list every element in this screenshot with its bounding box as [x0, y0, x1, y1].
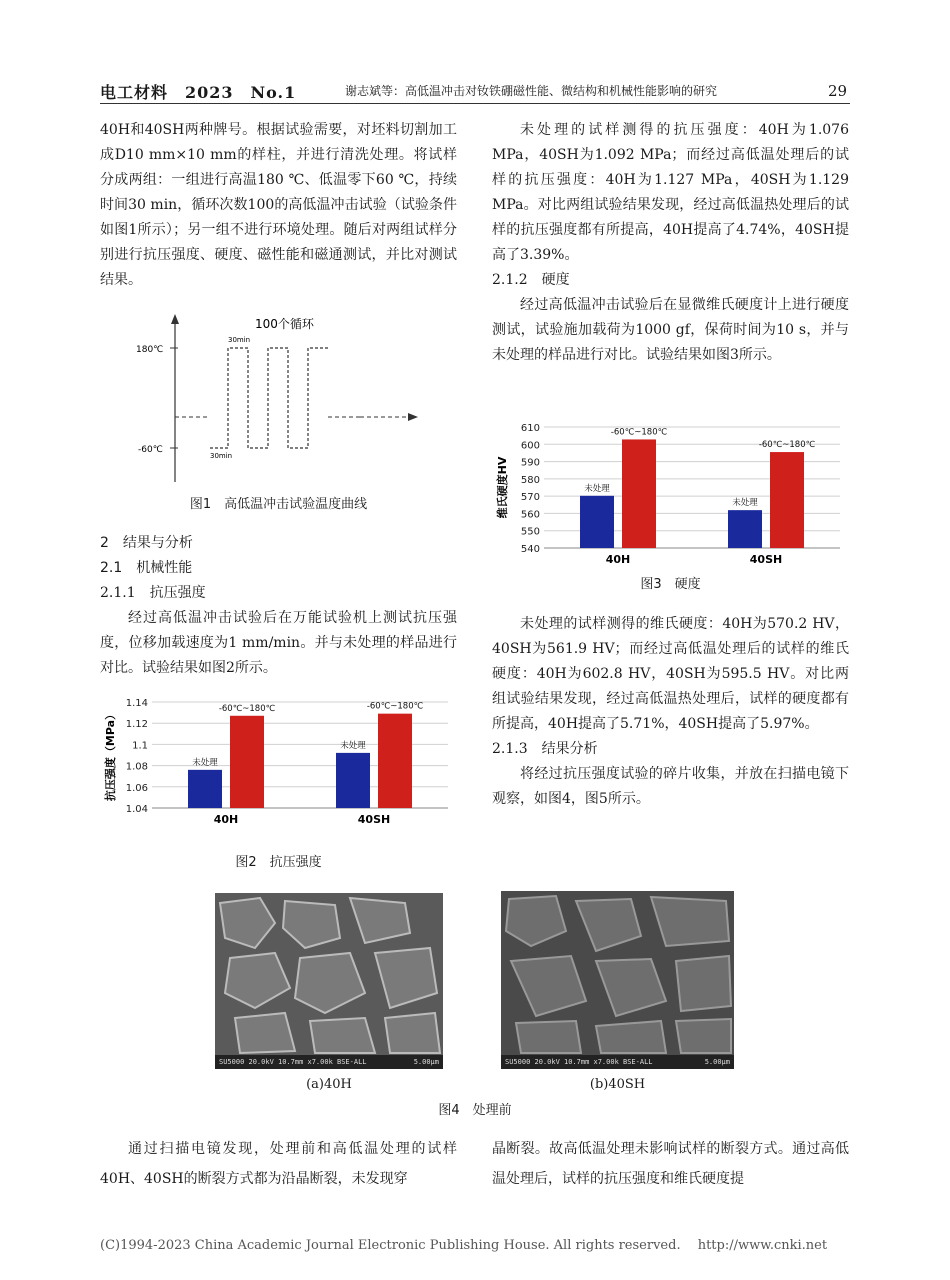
left-column-mid — [100, 531, 457, 681]
subsection-heading: 2.1 机械性能 — [100, 560, 193, 576]
figure-4-caption: 图4 处理前 — [438, 1103, 512, 1118]
bottom-left-text — [100, 1134, 457, 1194]
bottom-right-text — [492, 1134, 849, 1194]
figure-4a-label: (a)40H — [306, 1077, 352, 1092]
paragraph: 未处理的试样测得的维氏硬度：40H为570.2 HV，40SH为561.9 HV；而经过高低温处理后的试样的维氏硬度：40H为602.8 HV，40SH为595.5 HV。对比两组试验结果发现，经过高低温热处理后，试样的硬度都有所提高，40H提高了5.71%，40SH提高了5.97%。 — [492, 616, 849, 732]
bar-series-label: 未处理 — [192, 757, 218, 768]
y-tick-label: 1.04 — [125, 804, 148, 815]
bar-40H-1 — [230, 716, 264, 808]
journal-name: 电工材料 2023 No.1 — [100, 83, 297, 102]
paragraph: 经过高低温冲击试验后在万能试验机上测试抗压强度，位移加载速度为1 mm/min。并与未处理的样品进行对比。试验结果如图2所示。 — [100, 610, 457, 676]
y-tick-label: 610 — [520, 423, 540, 434]
bar-series-label: -60℃~180℃ — [218, 703, 276, 714]
x-axis-arrow — [408, 413, 418, 421]
subsubsection-heading: 2.1.1 抗压强度 — [100, 585, 206, 601]
sem-image-40sh — [501, 891, 734, 1069]
right-column-top — [492, 118, 849, 368]
bar-series-label: -60℃~180℃ — [610, 427, 668, 438]
x-tick-label: 40SH — [749, 553, 783, 566]
y-tick-label: 540 — [520, 544, 540, 555]
paragraph: 通过扫描电镜发现，处理前和高低温处理的试样40H、40SH的断裂方式都为沿晶断裂，未发现穿 — [100, 1141, 457, 1187]
x-tick-label: 40H — [213, 813, 239, 826]
subsubsection-heading: 2.1.3 结果分析 — [492, 741, 598, 757]
bar-series-label: 未处理 — [732, 498, 758, 509]
label-30min-top: 30min — [228, 336, 251, 344]
bar-series-label: -60℃~180℃ — [366, 701, 424, 712]
bar-series-label: -60℃~180℃ — [758, 440, 816, 451]
bar-series-label: 未处理 — [340, 740, 366, 751]
figure-3-chart — [492, 415, 852, 570]
y-tick-label: 600 — [520, 440, 540, 452]
y-tick-label: 1.06 — [125, 782, 148, 794]
y-tick-label: 560 — [520, 509, 540, 521]
header-rule — [100, 103, 850, 104]
figure-1-temperature-curve — [130, 310, 450, 490]
paragraph: 40H和40SH两种牌号。根据试验需要，对坯料切割加工成D10 mm×10 mm的样柱，并进行清洗处理。将试样分成两组：一组进行高温180 ℃、低温零下60 ℃，持续时间30 min，循环次数100的高低温冲击试验（试验条件如图1所示）；另一组不进行环境处理。随后对两组试样分别进行抗压强度、硬度、磁性能和磁通测试，并比对测试结果。 — [100, 122, 457, 288]
bar-40SH-0 — [336, 753, 370, 808]
copyright-footer: (C)1994-2023 China Academic Journal Electronic Publishing House. All rights reserved. http://www.cnki.net — [100, 1238, 828, 1253]
page-number: 29 — [828, 82, 848, 100]
figure-3-caption: 图3 硬度 — [640, 577, 701, 592]
y-tick-label: 590 — [520, 457, 540, 469]
y-tick-label: 1.14 — [125, 698, 148, 709]
bar-40SH-1 — [770, 452, 804, 548]
y-tick-label: 580 — [520, 474, 540, 486]
figure-2-caption: 图2 抗压强度 — [235, 855, 322, 870]
label-m60: -60℃ — [138, 445, 163, 455]
paragraph: 未处理的试样测得的抗压强度：40H为1.076 MPa，40SH为1.092 MPa；而经过高低温处理后的试样的抗压强度：40H为1.127 MPa，40SH为1.129 MPa。对比两组试验结果发现，经过高低温热处理后的试样的抗压强度都有所提高，40H提高了4.74%，40SH提高了3.39%。 — [492, 122, 849, 263]
y-tick-label: 550 — [520, 526, 540, 538]
bar-series-label: 未处理 — [584, 483, 610, 494]
x-tick-label: 40H — [605, 553, 631, 566]
sem-info-bar-a: SU5000 20.0kV 10.7mm x7.00k BSE-ALL 5.00μm — [215, 1055, 443, 1069]
bar-40H-0 — [580, 496, 614, 548]
label-180: 180℃ — [136, 345, 164, 355]
bar-40SH-1 — [378, 714, 412, 808]
paragraph: 晶断裂。故高低温处理未影响试样的断裂方式。通过高低温处理后，试样的抗压强度和维氏硬度提 — [492, 1141, 849, 1187]
label-30min-bottom: 30min — [210, 452, 233, 460]
bar-40H-1 — [622, 439, 656, 548]
sem-texture-b — [501, 891, 734, 1055]
y-tick-label: 1.1 — [132, 740, 148, 752]
running-title: 谢志斌等：高低温冲击对钕铁硼磁性能、微结构和机械性能影响的研究 — [345, 84, 718, 98]
paragraph: 将经过抗压强度试验的碎片收集，并放在扫描电镜下观察，如图4，图5所示。 — [492, 766, 849, 807]
bar-40H-0 — [188, 770, 222, 808]
figure-4b-label: (b)40SH — [589, 1077, 646, 1092]
right-column-bottom — [492, 612, 849, 812]
section-heading: 2 结果与分析 — [100, 535, 193, 551]
sem-info-bar-b: SU5000 20.0kV 10.7mm x7.00k BSE-ALL 5.00μm — [501, 1055, 734, 1069]
paragraph: 经过高低温冲击试验后在显微维氏硬度计上进行硬度测试，试验施加载荷为1000 gf，保荷时间为10 s，并与未处理的样品进行对比。试验结果如图3所示。 — [492, 297, 849, 363]
y-axis-arrow — [171, 314, 179, 324]
y-tick-label: 1.08 — [125, 761, 148, 773]
figure-1-caption: 图1 高低温冲击试验温度曲线 — [189, 497, 368, 512]
label-cycles: 100个循环 — [255, 317, 314, 331]
figure-2-chart — [100, 690, 460, 830]
y-tick-label: 570 — [520, 492, 540, 504]
cycle-waveform — [210, 348, 328, 448]
left-column-top — [100, 118, 457, 293]
subsubsection-heading: 2.1.2 硬度 — [492, 272, 570, 288]
y-tick-label: 1.12 — [125, 719, 148, 731]
x-tick-label: 40SH — [357, 813, 391, 826]
bar-40SH-0 — [728, 510, 762, 548]
y-axis-label: 抗压强度（MPa） — [104, 708, 117, 802]
y-axis-label: 维氏硬度HV — [496, 456, 509, 519]
sem-texture-a — [215, 893, 443, 1055]
sem-image-40h — [215, 893, 443, 1069]
